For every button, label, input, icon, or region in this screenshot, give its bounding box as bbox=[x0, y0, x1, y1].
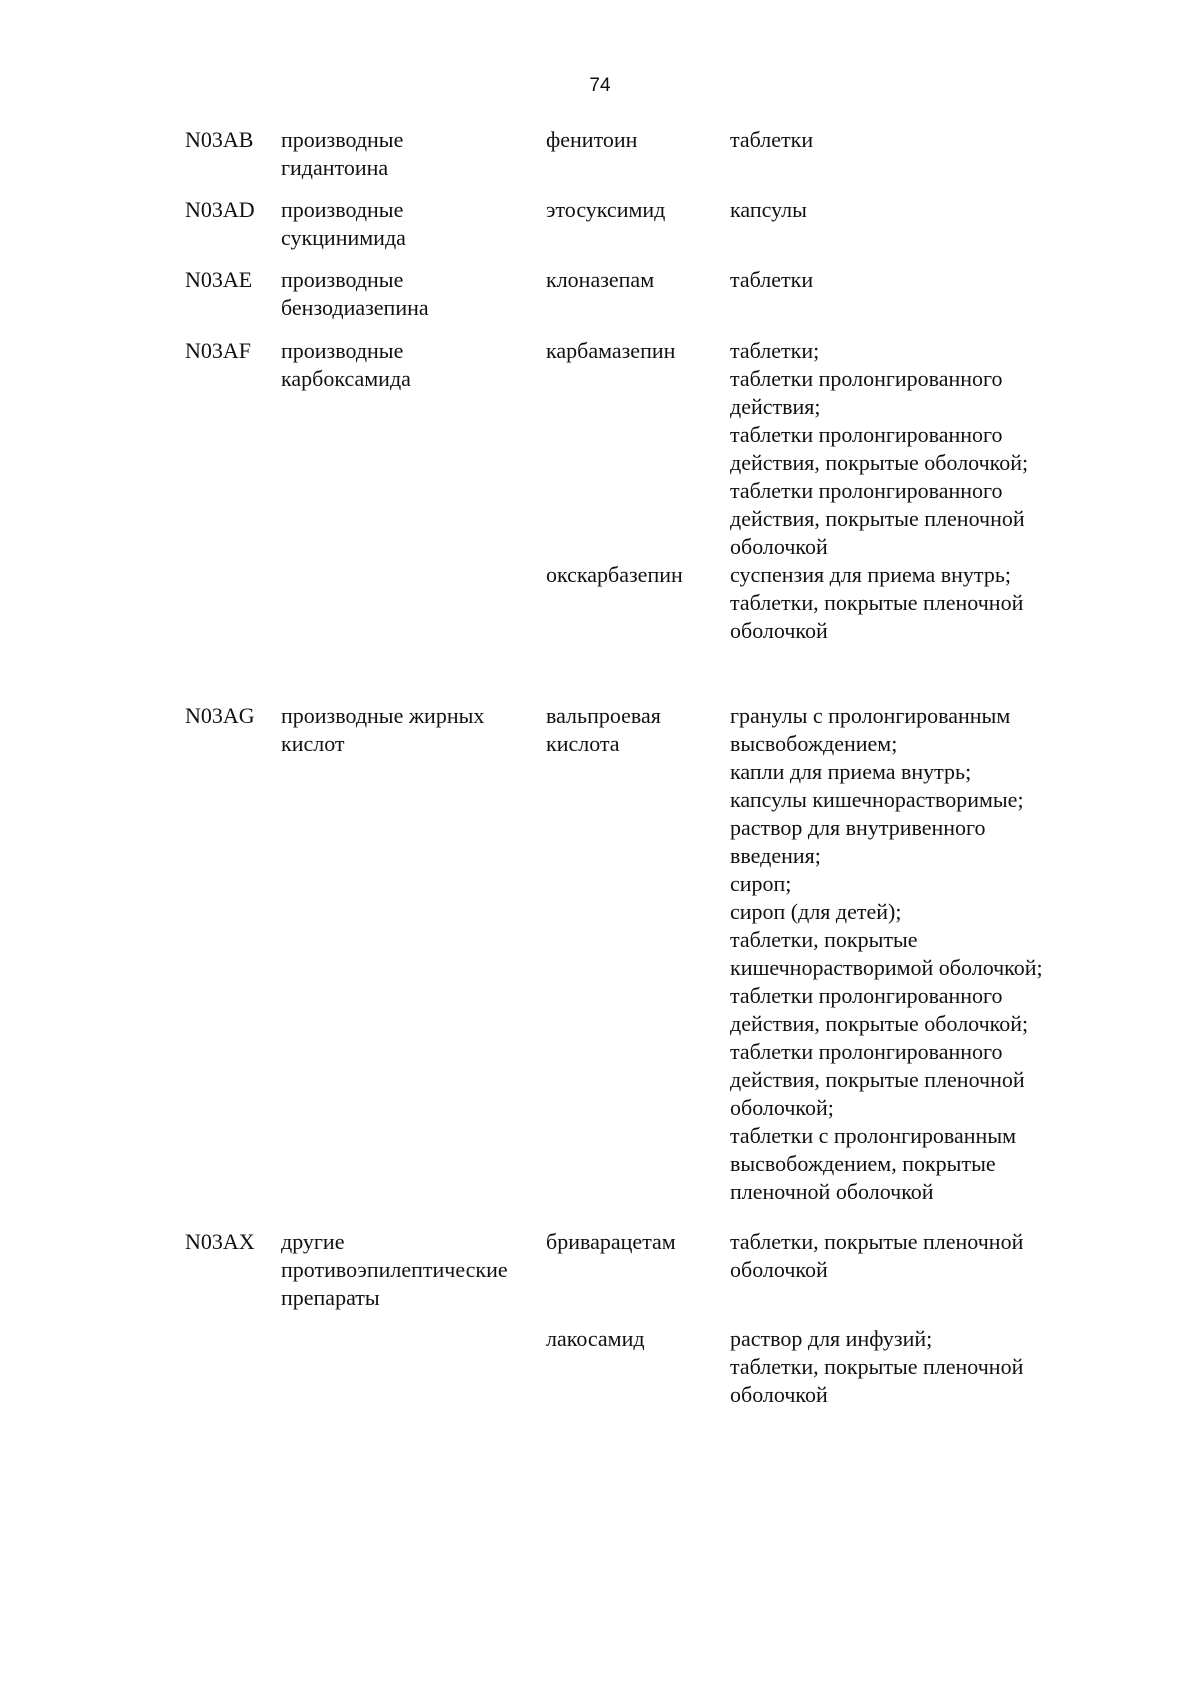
dosage-forms-line: оболочкой bbox=[730, 534, 828, 559]
dosage-forms bbox=[730, 266, 1150, 294]
atc-code: N03AB bbox=[185, 127, 254, 152]
dosage-forms-line: действия, покрытые оболочкой; bbox=[730, 450, 1029, 475]
anatomical-therapeutic-group-line: производные bbox=[281, 338, 404, 363]
dosage-forms-line: кишечнорастворимой оболочкой; bbox=[730, 955, 1043, 980]
drug-name-line: клоназепам bbox=[546, 267, 655, 292]
dosage-forms-line: таблетки, покрытые пленочной bbox=[730, 590, 1024, 615]
anatomical-therapeutic-group bbox=[281, 337, 541, 393]
drug-name bbox=[546, 126, 726, 154]
drug-name-line: кислота bbox=[546, 731, 620, 756]
dosage-forms-line: оболочкой bbox=[730, 618, 828, 643]
anatomical-therapeutic-group-line: производные bbox=[281, 197, 404, 222]
anatomical-therapeutic-group-line: бензодиазепина bbox=[281, 295, 429, 320]
drug-name-line: бриварацетам bbox=[546, 1229, 676, 1254]
dosage-forms-line: таблетки, покрытые пленочной bbox=[730, 1229, 1024, 1254]
drug-name bbox=[546, 561, 726, 589]
dosage-forms-line: таблетки bbox=[730, 267, 814, 292]
dosage-forms-line: таблетки пролонгированного bbox=[730, 983, 1003, 1008]
drug-name bbox=[546, 702, 726, 758]
anatomical-therapeutic-group-line: карбоксамида bbox=[281, 366, 411, 391]
drug-name-line: этосуксимид bbox=[546, 197, 666, 222]
anatomical-therapeutic-group-line: производные bbox=[281, 127, 404, 152]
dosage-forms-line: капли для приема внутрь; bbox=[730, 759, 972, 784]
dosage-forms-line: таблетки; bbox=[730, 338, 820, 363]
anatomical-therapeutic-group-line: другие bbox=[281, 1229, 345, 1254]
dosage-forms-line: оболочкой bbox=[730, 1257, 828, 1282]
dosage-forms-line: пленочной оболочкой bbox=[730, 1179, 934, 1204]
drug-name-line: карбамазепин bbox=[546, 338, 676, 363]
dosage-forms-line: сироп (для детей); bbox=[730, 899, 902, 924]
dosage-forms-line: раствор для инфузий; bbox=[730, 1326, 933, 1351]
drug-name-line: лакосамид bbox=[546, 1326, 645, 1351]
anatomical-therapeutic-group bbox=[281, 196, 541, 252]
dosage-forms bbox=[730, 561, 1150, 645]
page-number: 74 bbox=[589, 75, 611, 96]
dosage-forms-line: высвобождением; bbox=[730, 731, 898, 756]
drug-name bbox=[546, 337, 726, 365]
drug-name bbox=[546, 196, 726, 224]
dosage-forms-line: оболочкой; bbox=[730, 1095, 834, 1120]
dosage-forms-line: действия, покрытые оболочкой; bbox=[730, 1011, 1029, 1036]
dosage-forms-line: оболочкой bbox=[730, 1382, 828, 1407]
dosage-forms bbox=[730, 1325, 1150, 1409]
atc-code: N03AE bbox=[185, 267, 253, 292]
atc-code: N03AF bbox=[185, 338, 252, 363]
drug-name bbox=[546, 266, 726, 294]
dosage-forms-line: таблетки с пролонгированным bbox=[730, 1123, 1017, 1148]
dosage-forms-line: капсулы bbox=[730, 197, 807, 222]
drug-name-line: фенитоин bbox=[546, 127, 638, 152]
atc-code: N03AD bbox=[185, 197, 255, 222]
atc-code: N03AX bbox=[185, 1229, 255, 1254]
anatomical-therapeutic-group bbox=[281, 702, 541, 758]
anatomical-therapeutic-group bbox=[281, 266, 541, 322]
dosage-forms-line: действия; bbox=[730, 394, 821, 419]
dosage-forms-line: действия, покрытые пленочной bbox=[730, 506, 1025, 531]
dosage-forms-line: капсулы кишечнорастворимые; bbox=[730, 787, 1024, 812]
dosage-forms-line: таблетки пролонгированного bbox=[730, 478, 1003, 503]
dosage-forms-line: сироп; bbox=[730, 871, 792, 896]
anatomical-therapeutic-group-line: производные bbox=[281, 267, 404, 292]
anatomical-therapeutic-group bbox=[281, 126, 541, 182]
dosage-forms-line: гранулы с пролонгированным bbox=[730, 703, 1011, 728]
anatomical-therapeutic-group-line: кислот bbox=[281, 731, 345, 756]
dosage-forms bbox=[730, 126, 1150, 154]
dosage-forms bbox=[730, 337, 1150, 561]
anatomical-therapeutic-group bbox=[281, 1228, 541, 1312]
dosage-forms-line: действия, покрытые пленочной bbox=[730, 1067, 1025, 1092]
dosage-forms-line: таблетки, покрытые bbox=[730, 927, 918, 952]
anatomical-therapeutic-group-line: гидантоина bbox=[281, 155, 389, 180]
anatomical-therapeutic-group-line: сукцинимида bbox=[281, 225, 406, 250]
dosage-forms-line: таблетки пролонгированного bbox=[730, 1039, 1003, 1064]
dosage-forms-line: таблетки, покрытые пленочной bbox=[730, 1354, 1024, 1379]
dosage-forms bbox=[730, 702, 1150, 1206]
dosage-forms-line: таблетки пролонгированного bbox=[730, 366, 1003, 391]
drug-name bbox=[546, 1228, 726, 1256]
dosage-forms-line: введения; bbox=[730, 843, 821, 868]
atc-code: N03AG bbox=[185, 703, 255, 728]
anatomical-therapeutic-group-line: производные жирных bbox=[281, 703, 485, 728]
dosage-forms bbox=[730, 1228, 1150, 1284]
drug-name-line: окскарбазепин bbox=[546, 562, 683, 587]
dosage-forms-line: высвобождением, покрытые bbox=[730, 1151, 996, 1176]
anatomical-therapeutic-group-line: противоэпилептические bbox=[281, 1257, 508, 1282]
drug-name bbox=[546, 1325, 726, 1353]
dosage-forms-line: таблетки пролонгированного bbox=[730, 422, 1003, 447]
drug-name-line: вальпроевая bbox=[546, 703, 661, 728]
dosage-forms-line: раствор для внутривенного bbox=[730, 815, 986, 840]
dosage-forms-line: суспензия для приема внутрь; bbox=[730, 562, 1011, 587]
dosage-forms-line: таблетки bbox=[730, 127, 814, 152]
dosage-forms bbox=[730, 196, 1150, 224]
anatomical-therapeutic-group-line: препараты bbox=[281, 1285, 380, 1310]
